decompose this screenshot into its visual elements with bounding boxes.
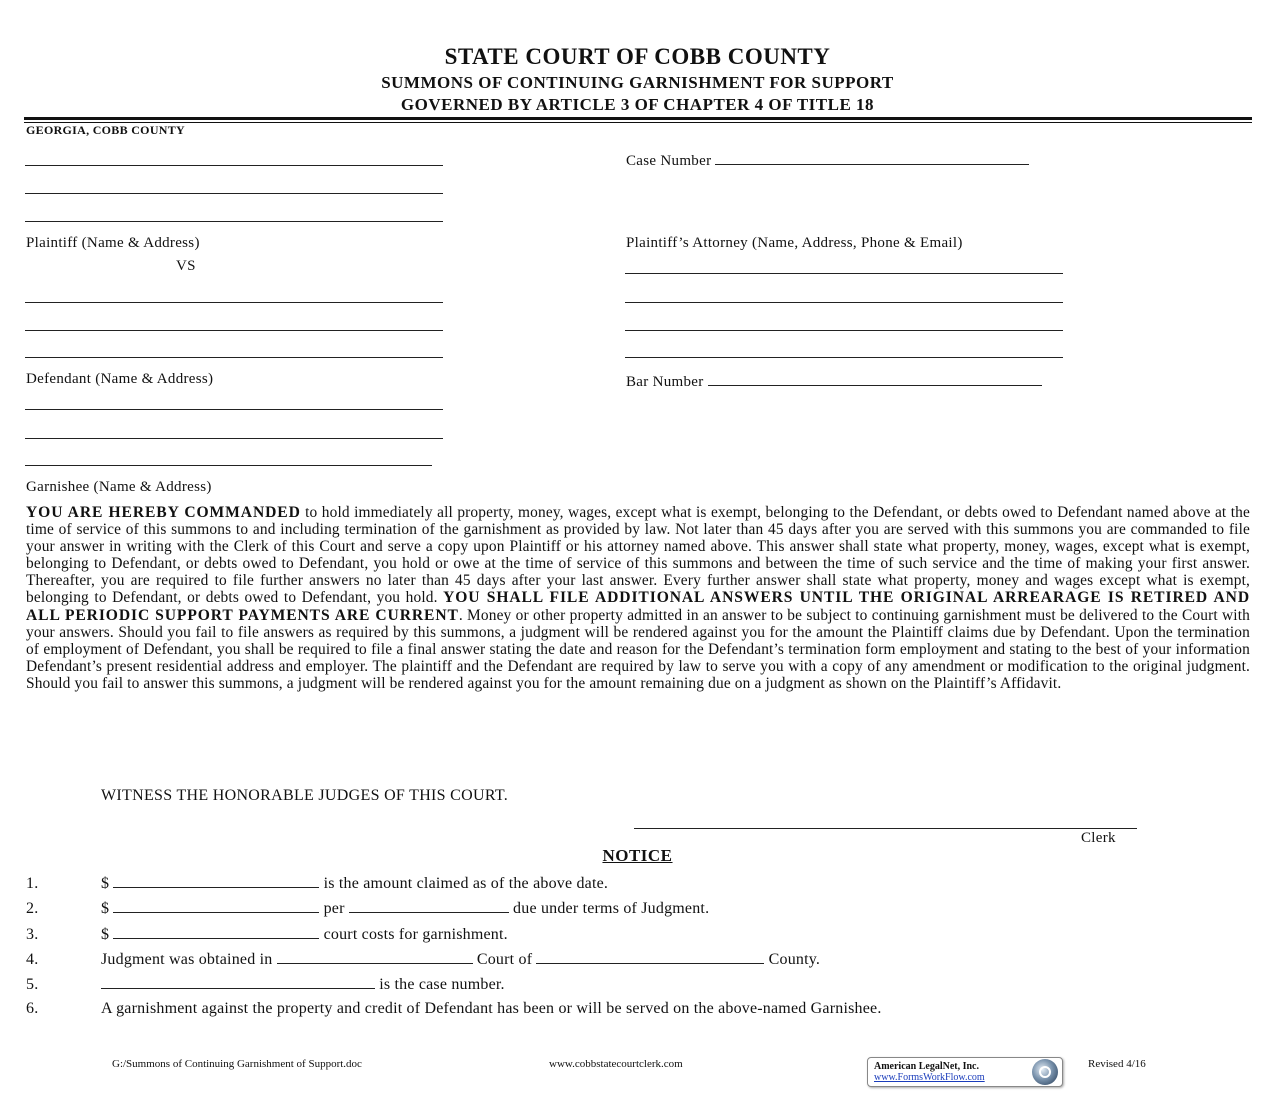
plaintiff-line-3[interactable] (25, 221, 443, 222)
clerk-label: Clerk (1081, 830, 1116, 846)
command-lead: YOU ARE HEREBY COMMANDED (26, 504, 301, 521)
notice-item-4 (26, 949, 1246, 969)
notice-item-3 (26, 924, 1246, 944)
payment-amount-input[interactable] (113, 898, 319, 913)
form-title: SUMMONS OF CONTINUING GARNISHMENT FOR SUPPORT (381, 73, 894, 92)
court-title: STATE COURT OF COBB COUNTY (444, 44, 831, 69)
court-costs-input[interactable] (113, 924, 319, 939)
header-rule-thin (24, 122, 1252, 123)
footer-website[interactable]: www.cobbstatecourtclerk.com (549, 1058, 683, 1070)
notice-item-6 (26, 1000, 1246, 1018)
plaintiff-line-2[interactable] (25, 193, 443, 194)
case-number-label: Case Number (626, 153, 712, 169)
clerk-signature-line[interactable] (634, 828, 1137, 829)
vs-label: VS (176, 258, 196, 274)
witness-statement: WITNESS THE HONORABLE JUDGES OF THIS COURT. (101, 787, 509, 804)
prior-case-number-input[interactable] (101, 974, 375, 989)
attorney-line-2[interactable] (625, 302, 1063, 303)
attorney-line-4[interactable] (625, 357, 1063, 358)
county-label: County. (768, 951, 821, 968)
payment-period-input[interactable] (349, 898, 509, 913)
notice-item-text: is the case number. (379, 976, 505, 993)
notice-item-text: is the amount claimed as of the above date. (323, 875, 609, 892)
garnishee-line-1[interactable] (25, 409, 443, 410)
garnishee-line-2[interactable] (25, 438, 443, 439)
notice-item-text: A garnishment against the property and credit of Defendant has been or will be served on the above-named Garnishee. (101, 1000, 882, 1017)
notice-item-number: 4. (26, 951, 39, 968)
garnishee-label: Garnishee (Name & Address) (26, 479, 212, 495)
dollar-sign: $ (101, 926, 110, 943)
defendant-line-1[interactable] (25, 302, 443, 303)
defendant-line-2[interactable] (25, 330, 443, 331)
court-of-label: Court of (476, 951, 533, 968)
garnishee-line-3[interactable] (25, 465, 432, 466)
american-legalnet-logo[interactable] (867, 1057, 1063, 1087)
notice-item-number: 3. (26, 926, 39, 943)
bar-number-label: Bar Number (626, 374, 704, 390)
header-rule-thick (24, 117, 1252, 120)
notice-item-text: court costs for garnishment. (323, 926, 508, 943)
additional-answers-emphasis: YOU SHALL FILE ADDITIONAL ANSWERS UNTIL THE ORIGINAL ARREARAGE IS RETIRED AND ALL PERIODIC SUPPORT PAYMENTS ARE CURRENT (26, 589, 1250, 624)
attorney-label: Plaintiff’s Attorney (Name, Address, Phone & Email) (626, 235, 963, 251)
bar-number-field (626, 371, 1042, 391)
bar-number-input[interactable] (708, 371, 1042, 386)
notice-item-number: 5. (26, 976, 39, 993)
attorney-line-3[interactable] (625, 330, 1063, 331)
court-name-input[interactable] (277, 949, 473, 964)
amount-claimed-input[interactable] (113, 873, 319, 888)
logo-url-link[interactable]: www.FormsWorkFlow.com (874, 1072, 985, 1083)
case-number-field (626, 150, 1029, 170)
case-number-input[interactable] (715, 150, 1029, 165)
dollar-sign: $ (101, 900, 110, 917)
body-paragraph-2: . Money or other property admitted in an answer to be subject to continuing garnishment must be delivered to the Court with your answers. Should you fail to file answers as required by this summons, a judgment will be rendered against you for the amount the Plaintiff claims due by Defendant. Upon the termination of employment of Defendant, you shall be required to file a final answer stating the date and reason for the Defendant’s termination form employment and stating to the best of your information Defendant’s present residential address and employer. The plaintiff and the Defendant are required by law to serve you with a copy of any amendment or modification to the original judgment. Should you fail to answer this summons, a judgment will be rendered against you for the amount remaining due on a judgment as shown on the Plaintiff’s Affidavit. (26, 606, 1250, 692)
defendant-label: Defendant (Name & Address) (26, 371, 214, 387)
logo-company-name: American LegalNet, Inc. (874, 1061, 979, 1072)
summons-body (26, 504, 1250, 692)
county-input[interactable] (536, 949, 764, 964)
footer-file-path: G:/Summons of Continuing Garnishment of Support.doc (112, 1058, 362, 1070)
governing-statute: GOVERNED BY ARTICLE 3 OF CHAPTER 4 OF TITLE 18 (400, 95, 875, 114)
plaintiff-label: Plaintiff (Name & Address) (26, 235, 200, 251)
body-paragraph-1: to hold immediately all property, money, wages, except what is exempt, belonging to the Defendant, or debts owed to Defendant named above at the time of service of this summons to and including termination of the garnishment as provided by law. Not later than 45 days after you are served with this summons you are commanded to file your answer in writing with the Clerk of this Court and serve a copy upon Plaintiff or his attorney named above. This answer shall state what property, money, wages, except what is exempt, belonging to Defendant, or debts owed to Defendant, you hold or owe at the time of service of this summons and between the time of such service and the time of making your first answer. Thereafter, you are required to file further answers no later than 45 days after your last answer. Every further answer shall state what property, money and wages except what is exempt, belonging to Defendant, or debts owed to Defendant, you hold. (26, 504, 1250, 607)
notice-item-text: due under terms of Judgment. (513, 900, 710, 917)
attorney-line-1[interactable] (625, 273, 1063, 274)
per-label: per (323, 900, 345, 917)
dollar-sign: $ (101, 875, 110, 892)
notice-item-1 (26, 873, 1246, 893)
notice-item-number: 1. (26, 875, 39, 892)
judgment-prefix: Judgment was obtained in (101, 951, 273, 968)
plaintiff-line-1[interactable] (25, 165, 443, 166)
defendant-line-3[interactable] (25, 357, 443, 358)
globe-icon (1032, 1059, 1058, 1085)
county-line: GEORGIA, COBB COUNTY (26, 123, 186, 137)
notice-item-2 (26, 898, 1246, 918)
footer-revised: Revised 4/16 (1088, 1058, 1146, 1070)
notice-item-5 (26, 974, 1246, 994)
notice-item-number: 2. (26, 900, 39, 917)
notice-title: NOTICE (602, 846, 673, 865)
notice-item-number: 6. (26, 1000, 39, 1017)
